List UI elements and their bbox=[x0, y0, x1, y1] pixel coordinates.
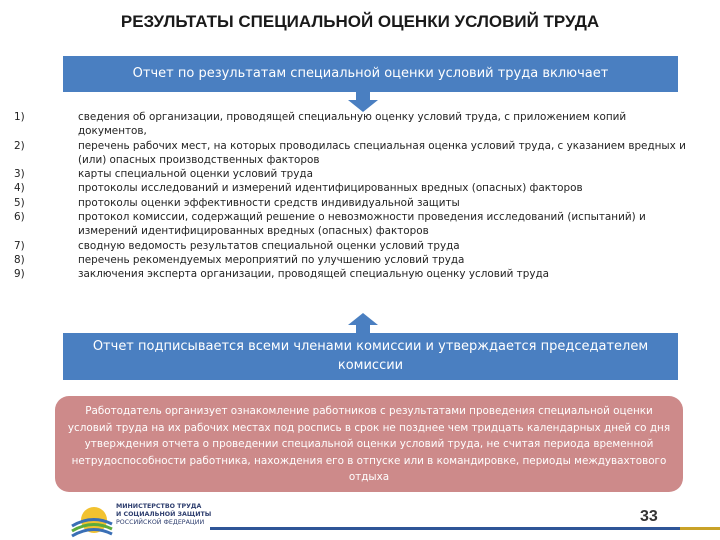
banner-top: Отчет по результатам специальной оценки условий труда включает bbox=[63, 56, 678, 92]
list-item: 4) протоколы исследований и измерений идентифицированных вредных (опасных) факторов bbox=[14, 182, 583, 195]
list-item: 3) карты специальной оценки условий труда bbox=[14, 168, 313, 181]
employer-note: Работодатель организует ознакомление работников с результатами проведения специальной оценки условий труда на их рабочих местах под роспись в срок не позднее чем тридцать календарных дней со дня утверждения отчета о проведении специальной оценки условий труда, не считая периода временной нетрудоспособности работника, нахождения его в отпуске или в командировке, периоды междувахтового отдыха bbox=[55, 396, 683, 492]
banner-bottom: Отчет подписывается всеми членами комиссии и утверждается председателем комиссии bbox=[63, 333, 678, 380]
list-item: 1) сведения об организации, проводящей специальную оценку условий труда, с приложением копий документов, bbox=[14, 111, 627, 138]
list-item: 9) заключения эксперта организации, проводящей специальную оценку условий труда bbox=[14, 268, 550, 281]
arrow-down-icon bbox=[345, 92, 381, 112]
list-item: 8) перечень рекомендуемых мероприятий по улучшению условий труда bbox=[14, 253, 465, 266]
page-number: 33 bbox=[640, 508, 658, 525]
list-item: 2) перечень рабочих мест, на которых проводилась специальная оценка условий труда, с указанием вредных и (или) опасных производственных факторов bbox=[14, 139, 686, 166]
list-item: 5) протоколы оценки эффективности средств индивидуальной защиты bbox=[14, 196, 460, 209]
footer-divider bbox=[210, 527, 680, 530]
arrow-up-icon bbox=[345, 313, 381, 333]
items-list bbox=[14, 110, 694, 282]
ministry-logo-text: МИНИСТЕРСТВО ТРУДА И СОЦИАЛЬНОЙ ЗАЩИТЫ РОССИЙСКОЙ ФЕДЕРАЦИИ bbox=[116, 503, 212, 526]
ministry-logo-icon bbox=[70, 500, 114, 540]
list-item: 6) протокол комиссии, содержащий решение о невозможности проведения исследований (испытаний) и измерений идентифицированных вредных (опасных) факторов bbox=[14, 211, 646, 238]
footer-accent bbox=[680, 527, 720, 530]
list-item: 7) сводную ведомость результатов специальной оценки условий труда bbox=[14, 239, 460, 252]
page-title: РЕЗУЛЬТАТЫ СПЕЦИАЛЬНОЙ ОЦЕНКИ УСЛОВИЙ ТРУДА bbox=[120, 12, 600, 31]
